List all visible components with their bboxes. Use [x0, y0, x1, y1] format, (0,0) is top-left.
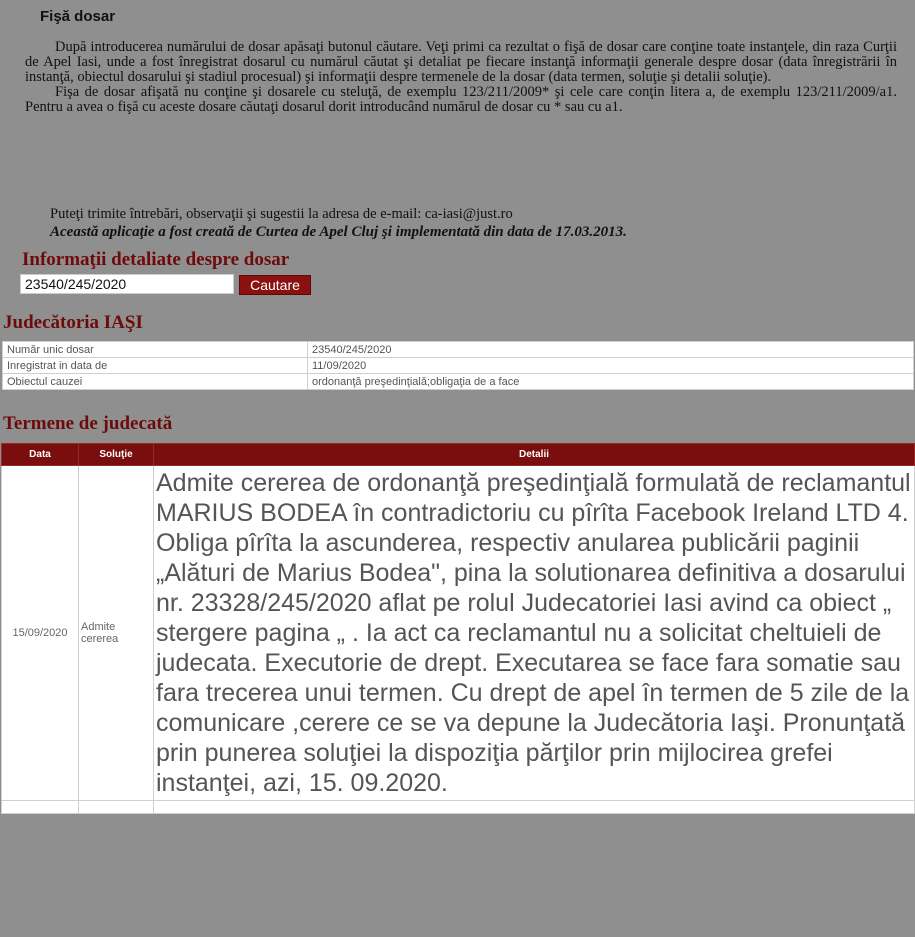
- term-date: 15/09/2020: [2, 466, 79, 801]
- column-header-date: Data: [2, 444, 79, 466]
- info-value: ordonanţă preşedinţială;obligaţia de a face: [308, 374, 914, 390]
- info-label: Inregistrat in data de: [3, 358, 308, 374]
- terms-title: Termene de judecată: [3, 413, 173, 434]
- table-row: [3, 358, 914, 374]
- table-header-row: [2, 444, 915, 466]
- term-details: [154, 801, 915, 814]
- table-row: [3, 374, 914, 390]
- court-title: Judecătoria IAŞI: [3, 312, 143, 333]
- info-label: Obiectul cauzei: [3, 374, 308, 390]
- info-label: Număr unic dosar: [3, 342, 308, 358]
- contact-text: Puteţi trimite întrebări, observaţii şi sugestii la adresa de e-mail: ca-iasi@just.ro: [50, 206, 513, 222]
- credit-text: Această aplicaţie a fost creată de Curtea de Apel Cluj şi implementată din data de 17.03.2013.: [50, 224, 627, 240]
- page-title: Fişă dosar: [40, 8, 116, 25]
- info-value: 11/09/2020: [308, 358, 914, 374]
- case-info-table: [2, 341, 914, 390]
- intro-paragraph-2: Fişa de dosar afişată nu conţine şi dosarele cu steluţă, de exemplu 123/211/2009* şi cele care conţin litera a, de exemplu 123/211/2009/a1. Pentru a avea o fişă cu aceste dosare căutaţi dosarul dorit introducând numărul de dosar cu * sau cu a1.: [25, 84, 897, 115]
- column-header-solution: Soluţie: [79, 444, 154, 466]
- column-header-details: Detalii: [154, 444, 915, 466]
- table-row: [2, 466, 915, 801]
- table-row: [2, 801, 915, 814]
- term-date: [2, 801, 79, 814]
- case-number-input[interactable]: [20, 274, 234, 294]
- search-button[interactable]: Cautare: [239, 275, 311, 295]
- table-row: [3, 342, 914, 358]
- intro-paragraph-1: După introducerea numărului de dosar apăsaţi butonul căutare. Veţi primi ca rezultat o fişă de dosar care conţine toate instanţele, din raza Curţii de Apel Iasi, unde a fost înregistrat dosarul cu numărul căutat şi detaliat pe fiecare instanţă informaţii generale despre dosar (data înregistrării în instanţă, obiectul dosarului şi stadiul procesual) şi informaţii despre termenele de la dosar (data termen, soluţie şi detalii soluţie).: [25, 39, 897, 85]
- info-value: 23540/245/2020: [308, 342, 914, 358]
- term-solution: Admite cererea: [79, 466, 154, 801]
- search-section-title: Informaţii detaliate despre dosar: [22, 249, 290, 270]
- term-details: Admite cererea de ordonanţă preşedinţială formulată de reclamantul MARIUS BODEA în contradictoriu cu pîrîta Facebook Ireland LTD 4. Obliga pîrîta la ascunderea, respectiv anularea publicării paginii „Alături de Marius Bodea", pina la solutionarea definitiva a dosarului nr. 23328/245/2020 aflat pe rolul Judecatoriei Iasi avind ca obiect „ stergere pagina „ . Ia act ca reclamantul nu a solicitat cheltuieli de judecata. Executorie de drept. Executarea se face fara somatie sau fara trecerea unui termen. Cu drept de apel în termen de 5 zile de la comunicare ,cerere ce se va depune la Judecătoria Iaşi. Pronunţată prin punerea soluţiei la dispoziţia părţilor prin mijlocirea grefei instanţei, azi, 15. 09.2020.: [154, 466, 915, 801]
- term-solution: [79, 801, 154, 814]
- intro-text: [25, 40, 897, 115]
- terms-table: [1, 443, 915, 814]
